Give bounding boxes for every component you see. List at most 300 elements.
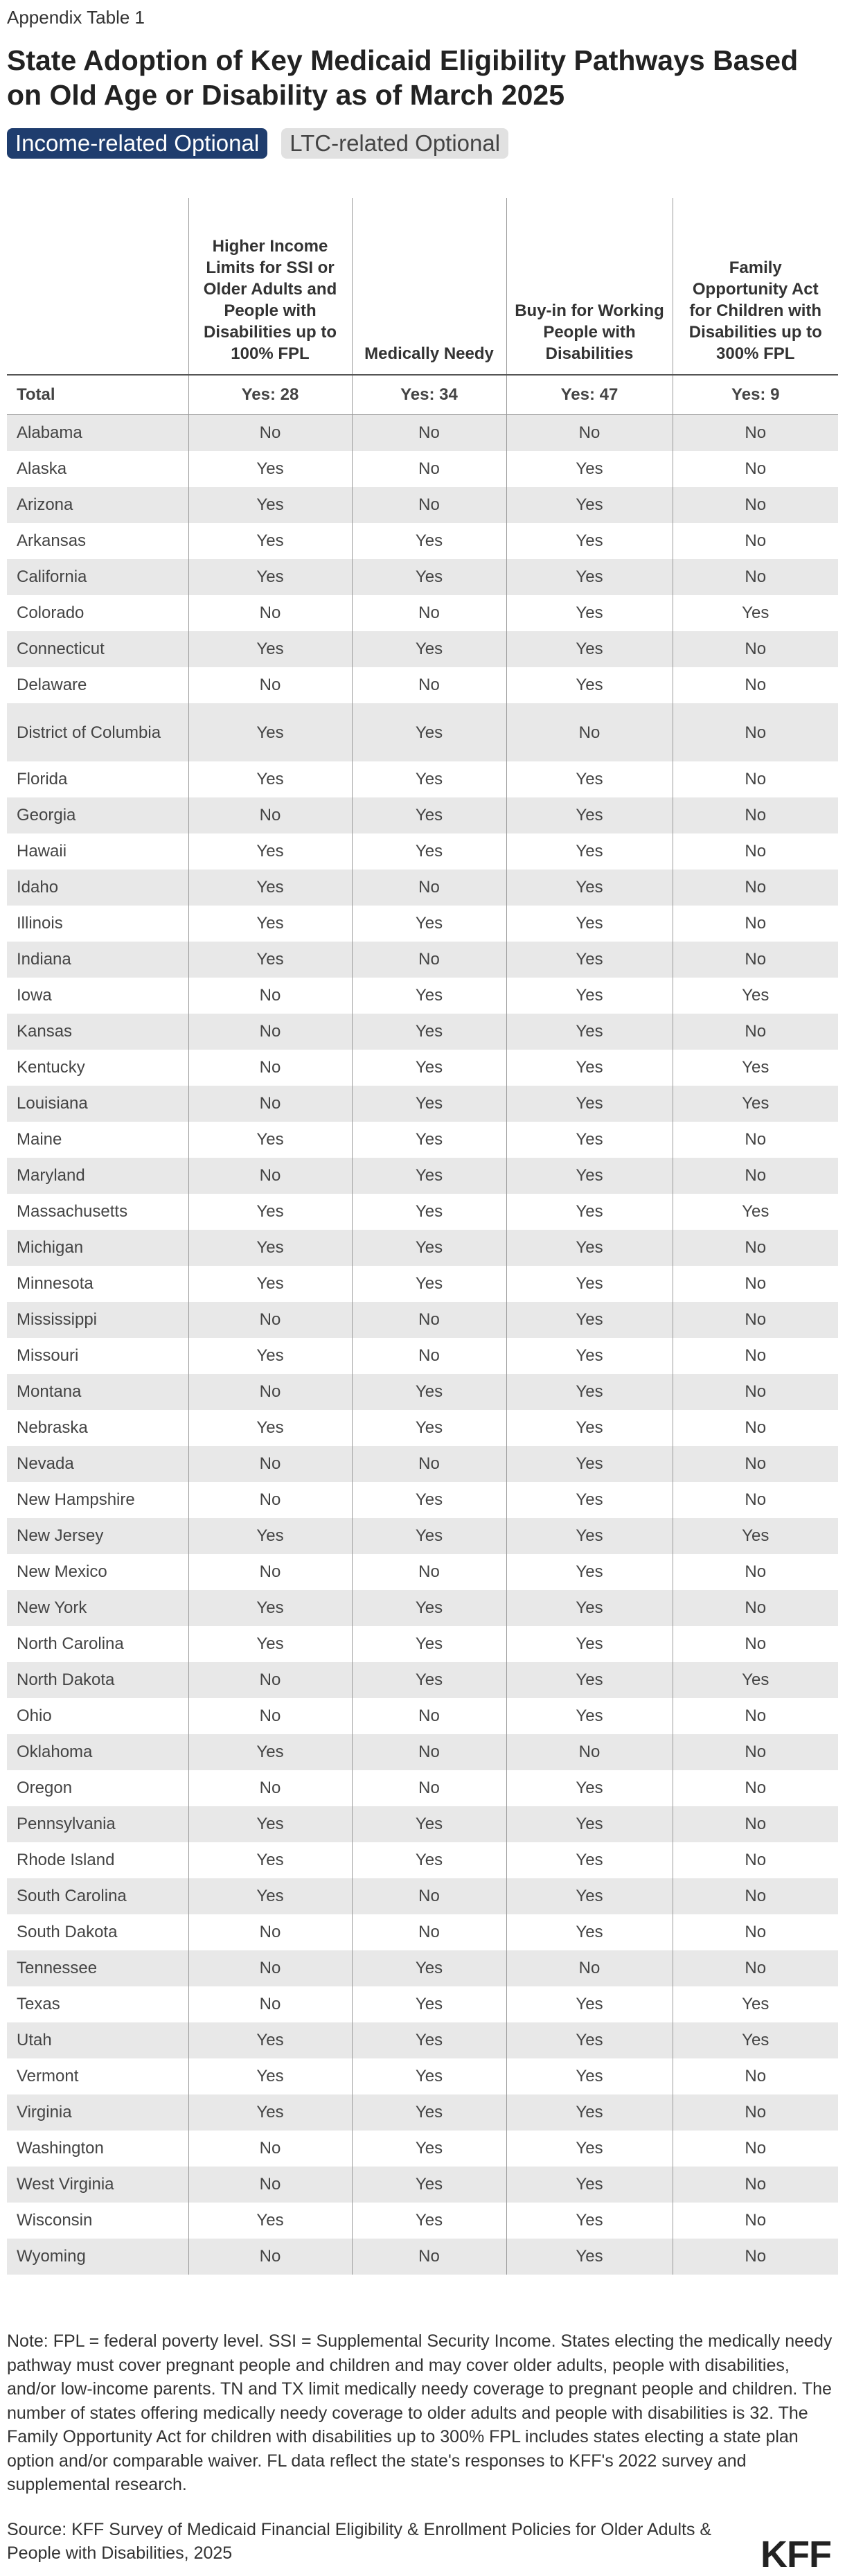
cell-value: No: [352, 1878, 506, 1914]
cell-value: Yes: [506, 523, 673, 559]
table-row: [7, 1410, 838, 1446]
cell-value: No: [673, 1158, 838, 1194]
cell-value: Yes: [506, 2239, 673, 2275]
table-header-row: [7, 198, 838, 375]
cell-value: Yes: [188, 1878, 352, 1914]
tab-bar: [7, 128, 508, 159]
table-row: [7, 1266, 838, 1302]
appendix-label: Appendix Table 1: [7, 7, 145, 28]
cell-value: Yes: [673, 1518, 838, 1554]
cell-value: Yes: [506, 559, 673, 595]
cell-value: Yes: [188, 1410, 352, 1446]
cell-value: Yes: [506, 1878, 673, 1914]
state-name: South Dakota: [17, 1923, 118, 1941]
cell-value: Yes: [506, 1626, 673, 1662]
state-name: Connecticut: [7, 631, 188, 667]
table-row: [7, 942, 838, 978]
cell-value: Yes: [352, 1590, 506, 1626]
cell-value: Yes: [506, 1410, 673, 1446]
state-name: Arkansas: [17, 531, 87, 550]
table-row: [7, 2167, 838, 2203]
cell-value: Yes: [188, 1518, 352, 1554]
table-row: [7, 2203, 838, 2239]
kff-logo: KFF: [760, 2534, 831, 2575]
column-header-higher-income-limits: Higher Income Limits for SSI or Older Adults and People with Disabilities up to 100% FPL: [188, 198, 352, 375]
cell-value: No: [188, 1770, 352, 1806]
cell-value: Yes: [352, 906, 506, 942]
cell-value: No: [673, 667, 838, 703]
tab-income-related-optional[interactable]: Income-related Optional: [7, 128, 267, 159]
cell-value: Yes: [188, 1590, 352, 1626]
cell-value: No: [352, 1698, 506, 1734]
table-row: [7, 451, 838, 487]
cell-value: Yes: [188, 1626, 352, 1662]
table-row: [7, 523, 838, 559]
cell-value: No: [673, 1266, 838, 1302]
cell-value: No: [188, 667, 352, 703]
cell-value: Yes: [506, 1518, 673, 1554]
cell-value: No: [352, 1914, 506, 1950]
cell-value: Yes: [506, 797, 673, 833]
total-cell: Yes: 47: [506, 375, 673, 415]
page-title: State Adoption of Key Medicaid Eligibility Pathways Based on Old Age or Disability as of March 2025: [7, 44, 799, 111]
cell-value: Yes: [506, 1122, 673, 1158]
table-row: [7, 1662, 838, 1698]
cell-value: No: [352, 451, 506, 487]
state-name: Kansas: [7, 1014, 188, 1050]
cell-value: Yes: [188, 1194, 352, 1230]
cell-value: No: [352, 487, 506, 523]
cell-value: Yes: [506, 2058, 673, 2094]
state-name: North Dakota: [7, 1662, 188, 1698]
cell-value: Yes: [506, 1914, 673, 1950]
state-name: Virginia: [7, 2094, 188, 2131]
cell-value: Yes: [352, 2058, 506, 2094]
cell-value: No: [673, 415, 838, 452]
cell-value: No: [188, 2167, 352, 2203]
table-row: [7, 1950, 838, 1986]
cell-value: No: [673, 2167, 838, 2203]
cell-value: Yes: [352, 1410, 506, 1446]
cell-value: No: [673, 761, 838, 797]
cell-value: No: [188, 1662, 352, 1698]
cell-value: Yes: [188, 2203, 352, 2239]
cell-value: Yes: [188, 1230, 352, 1266]
state-name: Nebraska: [17, 1418, 88, 1437]
cell-value: Yes: [506, 2131, 673, 2167]
cell-value: Yes: [352, 1482, 506, 1518]
table-row: [7, 1338, 838, 1374]
cell-value: Yes: [506, 487, 673, 523]
cell-value: Yes: [506, 1194, 673, 1230]
cell-value: No: [673, 1374, 838, 1410]
total-cell: Yes: 34: [352, 375, 506, 415]
cell-value: No: [673, 2058, 838, 2094]
cell-value: No: [673, 1950, 838, 1986]
cell-value: Yes: [506, 1338, 673, 1374]
table-row: [7, 1122, 838, 1158]
cell-value: Yes: [506, 1986, 673, 2022]
state-name: Colorado: [17, 603, 84, 622]
cell-value: Yes: [188, 2058, 352, 2094]
cell-value: Yes: [352, 1842, 506, 1878]
state-name: Georgia: [7, 797, 188, 833]
table-row: [7, 1230, 838, 1266]
cell-value: Yes: [188, 906, 352, 942]
cell-value: No: [188, 1086, 352, 1122]
cell-value: No: [673, 559, 838, 595]
table-row: [7, 1734, 838, 1770]
column-header-medically-needy: Medically Needy: [352, 198, 506, 375]
cell-value: No: [673, 906, 838, 942]
cell-value: No: [673, 942, 838, 978]
cell-value: No: [188, 1446, 352, 1482]
state-name: Washington: [17, 2139, 104, 2158]
table-row: [7, 1770, 838, 1806]
cell-value: Yes: [188, 523, 352, 559]
cell-value: No: [506, 1734, 673, 1770]
cell-value: Yes: [352, 631, 506, 667]
cell-value: Yes: [352, 1986, 506, 2022]
cell-value: Yes: [352, 1518, 506, 1554]
total-row: [7, 375, 838, 415]
cell-value: No: [188, 2131, 352, 2167]
cell-value: Yes: [188, 833, 352, 870]
cell-value: Yes: [352, 1950, 506, 1986]
table-row: [7, 2131, 838, 2167]
source-note: Source: KFF Survey of Medicaid Financial Eligibility & Enrollment Policies for Older Adults & People with Disabilities, 2025: [7, 2520, 712, 2563]
state-name: Iowa: [17, 986, 52, 1005]
cell-value: Yes: [352, 2131, 506, 2167]
cell-value: No: [506, 1950, 673, 1986]
cell-value: Yes: [352, 1626, 506, 1662]
state-name: New Mexico: [17, 1562, 107, 1581]
cell-value: Yes: [352, 761, 506, 797]
cell-value: Yes: [352, 1122, 506, 1158]
cell-value: Yes: [506, 761, 673, 797]
cell-value: Yes: [188, 1122, 352, 1158]
cell-value: No: [188, 978, 352, 1014]
cell-value: Yes: [673, 595, 838, 631]
state-name: Delaware: [17, 676, 87, 694]
table-row: [7, 833, 838, 870]
table-row: [7, 1446, 838, 1482]
table-row: [7, 1914, 838, 1950]
table-row: [7, 487, 838, 523]
cell-value: No: [673, 2203, 838, 2239]
state-name: Michigan: [7, 1230, 188, 1266]
state-name: California: [7, 559, 188, 595]
cell-value: No: [352, 942, 506, 978]
column-header-family-opportunity-act: Family Opportunity Act for Children with Disabilities up to 300% FPL: [673, 198, 838, 375]
cell-value: No: [188, 797, 352, 833]
cell-value: Yes: [506, 1662, 673, 1698]
state-name: South Carolina: [7, 1878, 188, 1914]
cell-value: Yes: [352, 2022, 506, 2058]
table-row: [7, 1050, 838, 1086]
cell-value: No: [673, 1410, 838, 1446]
cell-value: Yes: [352, 523, 506, 559]
cell-value: No: [673, 1230, 838, 1266]
cell-value: Yes: [352, 978, 506, 1014]
cell-value: No: [188, 415, 352, 452]
cell-value: Yes: [506, 1842, 673, 1878]
state-name: Arizona: [7, 487, 188, 523]
cell-value: Yes: [506, 1698, 673, 1734]
cell-value: No: [352, 415, 506, 452]
table-row: [7, 1554, 838, 1590]
table-row: [7, 1842, 838, 1878]
cell-value: Yes: [352, 2203, 506, 2239]
state-name: Oregon: [17, 1779, 73, 1797]
cell-value: Yes: [506, 942, 673, 978]
cell-value: Yes: [188, 559, 352, 595]
cell-value: Yes: [352, 1086, 506, 1122]
cell-value: No: [673, 1482, 838, 1518]
state-name: Wisconsin: [17, 2211, 93, 2230]
cell-value: No: [673, 1014, 838, 1050]
cell-value: Yes: [188, 1266, 352, 1302]
table-row: [7, 631, 838, 667]
cell-value: Yes: [673, 1986, 838, 2022]
cell-value: Yes: [188, 631, 352, 667]
cell-value: No: [188, 1482, 352, 1518]
cell-value: No: [188, 2239, 352, 2275]
cell-value: Yes: [506, 1554, 673, 1590]
cell-value: Yes: [352, 703, 506, 761]
total-label: Total: [7, 375, 188, 415]
cell-value: Yes: [188, 942, 352, 978]
cell-value: No: [188, 1374, 352, 1410]
table-row: [7, 1086, 838, 1122]
cell-value: No: [673, 1878, 838, 1914]
cell-value: Yes: [506, 1806, 673, 1842]
cell-value: Yes: [506, 451, 673, 487]
cell-value: Yes: [188, 870, 352, 906]
state-name: District of Columbia: [7, 703, 188, 761]
cell-value: No: [352, 1734, 506, 1770]
state-name: Texas: [17, 1995, 60, 2013]
table-row: [7, 978, 838, 1014]
cell-value: No: [673, 1122, 838, 1158]
state-name: Nevada: [7, 1446, 188, 1482]
table-row: [7, 559, 838, 595]
table-row: [7, 1194, 838, 1230]
cell-value: Yes: [506, 2094, 673, 2131]
cell-value: Yes: [188, 761, 352, 797]
cell-value: No: [352, 595, 506, 631]
cell-value: No: [188, 1554, 352, 1590]
table-row: [7, 1590, 838, 1626]
state-name: Hawaii: [17, 842, 67, 861]
table-row: [7, 1482, 838, 1518]
table-row: [7, 2094, 838, 2131]
state-name: Vermont: [17, 2067, 79, 2085]
state-name: Pennsylvania: [7, 1806, 188, 1842]
cell-value: Yes: [352, 2167, 506, 2203]
table-row: [7, 761, 838, 797]
cell-value: Yes: [352, 1662, 506, 1698]
cell-value: No: [673, 1806, 838, 1842]
cell-value: Yes: [673, 2022, 838, 2058]
cell-value: Yes: [506, 2203, 673, 2239]
cell-value: No: [673, 2239, 838, 2275]
cell-value: Yes: [188, 1734, 352, 1770]
cell-value: Yes: [188, 451, 352, 487]
cell-value: Yes: [188, 487, 352, 523]
cell-value: Yes: [506, 1158, 673, 1194]
table-row: [7, 797, 838, 833]
cell-value: No: [188, 1698, 352, 1734]
table-row: [7, 1698, 838, 1734]
cell-value: Yes: [506, 1446, 673, 1482]
cell-value: No: [673, 797, 838, 833]
cell-value: No: [352, 667, 506, 703]
cell-value: Yes: [506, 1086, 673, 1122]
cell-value: Yes: [506, 2022, 673, 2058]
state-name: Minnesota: [17, 1274, 94, 1293]
cell-value: No: [673, 1338, 838, 1374]
cell-value: Yes: [673, 1086, 838, 1122]
cell-value: Yes: [506, 1230, 673, 1266]
cell-value: Yes: [506, 2167, 673, 2203]
cell-value: No: [352, 1302, 506, 1338]
state-name: Rhode Island: [17, 1851, 115, 1869]
cell-value: Yes: [352, 559, 506, 595]
cell-value: No: [673, 1626, 838, 1662]
cell-value: Yes: [673, 1194, 838, 1230]
table-row: [7, 415, 838, 452]
state-name: Alabama: [7, 415, 188, 452]
cell-value: No: [673, 631, 838, 667]
cell-value: No: [188, 1158, 352, 1194]
table-row: [7, 1518, 838, 1554]
table-row: [7, 1158, 838, 1194]
table-row: [7, 1302, 838, 1338]
table-row: [7, 1626, 838, 1662]
table-row: [7, 1878, 838, 1914]
cell-value: No: [673, 487, 838, 523]
cell-value: Yes: [506, 595, 673, 631]
cell-value: Yes: [673, 1050, 838, 1086]
cell-value: No: [673, 1770, 838, 1806]
cell-value: No: [188, 1302, 352, 1338]
eligibility-table: [7, 198, 838, 2275]
cell-value: Yes: [506, 1482, 673, 1518]
cell-value: No: [673, 833, 838, 870]
cell-value: No: [673, 1554, 838, 1590]
cell-value: No: [673, 1446, 838, 1482]
cell-value: Yes: [506, 1050, 673, 1086]
cell-value: Yes: [506, 1014, 673, 1050]
cell-value: Yes: [506, 1266, 673, 1302]
state-name: Utah: [7, 2022, 188, 2058]
cell-value: Yes: [506, 1770, 673, 1806]
state-name: Oklahoma: [7, 1734, 188, 1770]
cell-value: Yes: [352, 1266, 506, 1302]
table-row: [7, 870, 838, 906]
cell-value: Yes: [352, 1050, 506, 1086]
cell-value: No: [506, 703, 673, 761]
total-cell: Yes: 9: [673, 375, 838, 415]
state-name: West Virginia: [7, 2167, 188, 2203]
cell-value: Yes: [352, 1014, 506, 1050]
cell-value: Yes: [188, 2094, 352, 2131]
state-name: Louisiana: [7, 1086, 188, 1122]
cell-value: Yes: [352, 1374, 506, 1410]
tab-ltc-related-optional[interactable]: LTC-related Optional: [281, 128, 508, 159]
cell-value: Yes: [506, 1374, 673, 1410]
cell-value: Yes: [188, 703, 352, 761]
cell-value: No: [188, 1050, 352, 1086]
cell-value: No: [673, 523, 838, 559]
cell-value: No: [188, 1986, 352, 2022]
cell-value: No: [673, 1734, 838, 1770]
cell-value: Yes: [352, 797, 506, 833]
table-row: [7, 1806, 838, 1842]
cell-value: No: [352, 1554, 506, 1590]
cell-value: Yes: [352, 2094, 506, 2131]
state-name: Maine: [17, 1130, 62, 1149]
state-name: Alaska: [17, 459, 67, 478]
cell-value: Yes: [506, 870, 673, 906]
cell-value: Yes: [506, 1590, 673, 1626]
cell-value: Yes: [188, 1806, 352, 1842]
state-name: Missouri: [17, 1346, 79, 1365]
state-name: Wyoming: [7, 2239, 188, 2275]
table-row: [7, 2022, 838, 2058]
state-name: New York: [7, 1590, 188, 1626]
footnote: Note: FPL = federal poverty level. SSI = Supplemental Security Income. States electing the medically needy pathway must cover pregnant people and children and may cover older adults, people with disabilities, and/or low-income parents. TN and TX limit medically needy coverage to pregnant people and children. The number of states offering medically needy coverage to older adults and people with disabilities is 32. The Family Opportunity Act for children with disabilities up to 300% FPL includes states electing a state plan option and/or comparable waiver. FL data reflect the state's responses to KFF's 2022 survey and supplemental research.: [7, 2331, 833, 2494]
cell-value: No: [352, 1446, 506, 1482]
cell-value: No: [673, 2131, 838, 2167]
cell-value: Yes: [352, 1806, 506, 1842]
cell-value: No: [673, 870, 838, 906]
cell-value: No: [352, 1770, 506, 1806]
state-name: New Hampshire: [17, 1490, 135, 1509]
state-name: Idaho: [7, 870, 188, 906]
table-row: [7, 703, 838, 761]
cell-value: No: [673, 1698, 838, 1734]
cell-value: No: [506, 415, 673, 452]
table-row: [7, 595, 838, 631]
table-row: [7, 1986, 838, 2022]
cell-value: Yes: [506, 906, 673, 942]
state-name: Massachusetts: [17, 1202, 128, 1221]
cell-value: Yes: [352, 1194, 506, 1230]
cell-value: Yes: [673, 1662, 838, 1698]
cell-value: No: [673, 1590, 838, 1626]
cell-value: No: [673, 703, 838, 761]
cell-value: No: [352, 870, 506, 906]
column-header-buy-in: Buy-in for Working People with Disabilities: [506, 198, 673, 375]
table-row: [7, 906, 838, 942]
state-name: Tennessee: [7, 1950, 188, 1986]
cell-value: No: [188, 1914, 352, 1950]
cell-value: No: [673, 451, 838, 487]
cell-value: Yes: [506, 978, 673, 1014]
state-name: Ohio: [17, 1706, 52, 1725]
table-row: [7, 2058, 838, 2094]
cell-value: Yes: [506, 1302, 673, 1338]
state-name: Illinois: [17, 914, 63, 933]
cell-value: No: [352, 1338, 506, 1374]
cell-value: Yes: [188, 1842, 352, 1878]
cell-value: No: [673, 1842, 838, 1878]
state-name: Indiana: [7, 942, 188, 978]
table-row: [7, 667, 838, 703]
state-name: Montana: [7, 1374, 188, 1410]
